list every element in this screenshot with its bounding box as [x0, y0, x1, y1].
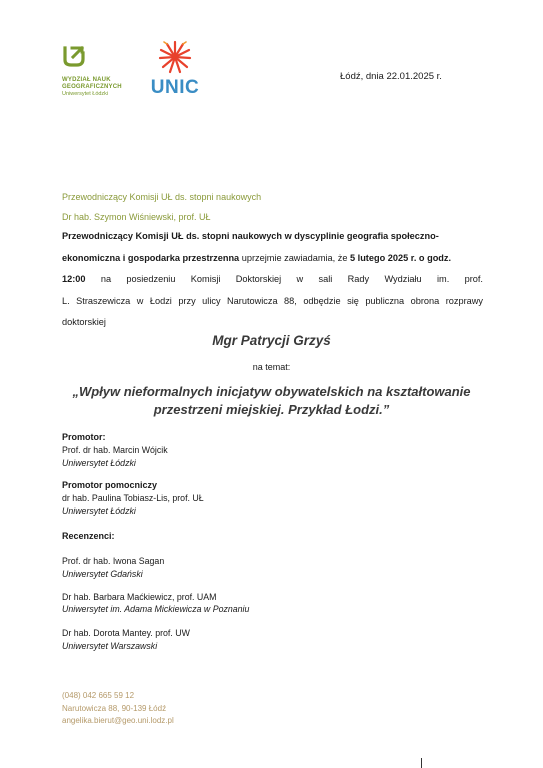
body-line-2: [62, 248, 483, 270]
contact-email[interactable]: angelika.bierut@geo.uni.lodz.pl: [62, 716, 174, 725]
defense-time: 12:00: [62, 274, 86, 284]
faculty-logo-mark-icon: [62, 44, 86, 68]
reviewer-2-affiliation: Uniwersytet im. Adama Mickiewicza w Poznaniu: [62, 604, 250, 614]
on-topic-label: na temat:: [252, 362, 291, 372]
unic-logo: [150, 40, 200, 99]
contact-phone: (048) 042 665 59 12: [62, 691, 135, 700]
reviewer-2-name: Dr hab. Barbara Maćkiewicz, prof. UAM: [62, 592, 217, 602]
thesis-title: [0, 383, 543, 419]
promotor-name: Prof. dr hab. Marcin Wójcik: [62, 445, 168, 455]
faculty-name-line2: GEOGRAFICZNYCH: [62, 84, 122, 90]
co-promotor-name: dr hab. Paulina Tobiasz-Lis, prof. UŁ: [62, 493, 204, 503]
faculty-logo: [62, 44, 132, 98]
co-promotor-affiliation: Uniwersytet Łódzki: [62, 506, 136, 516]
announcement-body: [62, 226, 483, 334]
unic-wordmark: UNIC: [150, 77, 200, 98]
defense-date: 5 lutego 2025 r. o godz.: [349, 252, 452, 263]
body-line-1-bold: Przewodniczący Komisji UŁ ds. stopni naukowych w dyscyplinie geografia społeczno-: [62, 231, 439, 241]
reviewers-label: Recenzenci:: [62, 531, 115, 541]
body-discipline: ekonomiczna i gospodarka przestrzenna: [62, 252, 240, 263]
candidate-name: Mgr Patrycji Grzyś: [212, 333, 331, 348]
reviewer-3-name: Dr hab. Dorota Mantey. prof. UW: [62, 628, 190, 638]
reviewer-1-affiliation: Uniwersytet Gdański: [62, 569, 143, 579]
unic-star-icon: [157, 40, 193, 74]
letter-date: Łódź, dnia 22.01.2025 r.: [340, 71, 442, 82]
body-line-1: [62, 226, 483, 248]
body-line-2-text: uprzejmie zawiadamia, że: [239, 252, 350, 263]
addressee-name: Dr hab. Szymon Wiśniewski, prof. UŁ: [62, 212, 211, 222]
co-promotor-label: Promotor pomocniczy: [62, 480, 158, 490]
promotor-label: Promotor:: [62, 432, 106, 442]
reviewer-3-affiliation: Uniwersytet Warszawski: [62, 641, 158, 651]
contact-address: Narutowicza 88, 90-139 Łódź: [62, 703, 167, 713]
faculty-name-line1: WYDZIAŁ NAUK: [62, 77, 111, 83]
addressee-title: Przewodniczący Komisji UŁ ds. stopni naukowych: [62, 192, 262, 202]
contact-footer: [62, 690, 174, 728]
body-line-3-text: na posiedzeniu Komisji Doktorskiej w sali Rady Wydziału im. prof.: [85, 274, 483, 284]
promotor-affiliation: Uniwersytet Łódzki: [62, 458, 136, 468]
reviewer-1-name: Prof. dr hab. Iwona Sagan: [62, 556, 165, 566]
thesis-title-line1: „Wpływ nieformalnych inicjatyw obywatelskich na kształtowanie: [72, 384, 471, 399]
page-edge-mark: [421, 758, 422, 768]
university-name: Uniwersytet Łódzki: [62, 91, 109, 97]
body-line-4: L. Straszewicza w Łodzi przy ulicy Narutowicza 88, odbędzie się publiczna obrona rozprawy: [62, 295, 483, 306]
body-line-5: doktorskiej: [62, 317, 106, 327]
body-line-3: [62, 269, 483, 291]
thesis-title-line2: przestrzeni miejskiej. Przykład Łodzi.”: [153, 402, 390, 417]
